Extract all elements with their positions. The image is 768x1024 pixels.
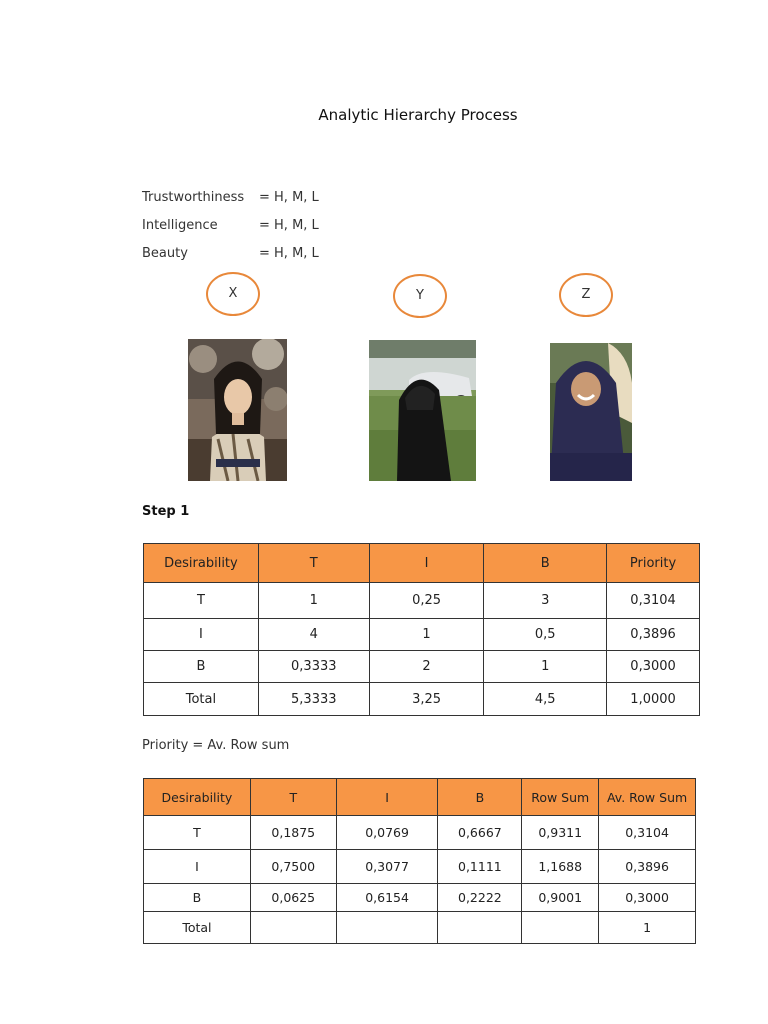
table-cell: 0,6667: [438, 816, 522, 850]
table-cell: 1: [258, 583, 369, 619]
criterion-values: = H, M, L: [259, 218, 319, 233]
pairwise-comparison-table: [143, 543, 700, 716]
header-cell: I: [336, 779, 438, 816]
criterion-values: = H, M, L: [259, 190, 319, 205]
table-cell: 0,0625: [250, 884, 336, 912]
criterion-trustworthiness: [142, 187, 319, 215]
table-cell: 0,1875: [250, 816, 336, 850]
table-cell: 0,3077: [336, 850, 438, 884]
table-cell: 0,3896: [607, 619, 700, 651]
header-cell: B: [438, 779, 522, 816]
table-cell: 0,9311: [522, 816, 599, 850]
photo-y-image: [369, 340, 476, 481]
header-cell: Desirability: [144, 544, 259, 583]
table-cell: 4: [258, 619, 369, 651]
table-cell: Total: [144, 683, 259, 716]
header-cell: Desirability: [144, 779, 251, 816]
table-row: [144, 816, 696, 850]
table-row: [144, 619, 700, 651]
table-row: [144, 884, 696, 912]
header-cell: Priority: [607, 544, 700, 583]
table-cell: 0,6154: [336, 884, 438, 912]
table-cell: 1: [369, 619, 484, 651]
header-cell: B: [484, 544, 607, 583]
table-row: [144, 850, 696, 884]
table-total-row: [144, 912, 696, 944]
criterion-beauty: [142, 243, 319, 271]
table-cell: [250, 912, 336, 944]
table-cell: Total: [144, 912, 251, 944]
table-cell: B: [144, 651, 259, 683]
table-cell: 0,7500: [250, 850, 336, 884]
header-cell: T: [258, 544, 369, 583]
header-cell: Av. Row Sum: [599, 779, 696, 816]
table-cell: 3,25: [369, 683, 484, 716]
criterion-intelligence: [142, 215, 319, 243]
normalized-matrix-table: [143, 778, 696, 944]
table-cell: B: [144, 884, 251, 912]
table-cell: 2: [369, 651, 484, 683]
table-cell: 3: [484, 583, 607, 619]
table-cell: 0,25: [369, 583, 484, 619]
header-cell: I: [369, 544, 484, 583]
table-cell: 0,1111: [438, 850, 522, 884]
table-cell: 0,9001: [522, 884, 599, 912]
criterion-values: = H, M, L: [259, 246, 319, 261]
photo-y: [369, 340, 476, 481]
photo-x: [188, 339, 287, 481]
table-cell: 0,5: [484, 619, 607, 651]
photo-z-image: [550, 343, 632, 481]
criterion-name: Trustworthiness: [142, 190, 245, 205]
table-cell: 0,3104: [599, 816, 696, 850]
table-cell: 0,3000: [599, 884, 696, 912]
table-cell: [438, 912, 522, 944]
table-cell: 0,2222: [438, 884, 522, 912]
table-row: [144, 583, 700, 619]
table-cell: 0,0769: [336, 816, 438, 850]
header-cell: T: [250, 779, 336, 816]
alternative-z-circle: Z: [559, 273, 613, 317]
table-cell: 0,3104: [607, 583, 700, 619]
table-cell: T: [144, 816, 251, 850]
criterion-name: Intelligence: [142, 218, 218, 233]
table-cell: 1,1688: [522, 850, 599, 884]
page-title: Analytic Hierarchy Process: [318, 106, 518, 124]
table-cell: 1: [599, 912, 696, 944]
table-cell: I: [144, 619, 259, 651]
table-total-row: [144, 683, 700, 716]
table-header-row: [144, 544, 700, 583]
table-cell: 0,3333: [258, 651, 369, 683]
photo-x-image: [188, 339, 287, 481]
table-cell: 1: [484, 651, 607, 683]
table-cell: 0,3896: [599, 850, 696, 884]
photo-z: [550, 343, 632, 481]
alternative-x-circle: X: [206, 272, 260, 316]
criterion-name: Beauty: [142, 246, 188, 261]
table-cell: [336, 912, 438, 944]
table-cell: I: [144, 850, 251, 884]
criteria-list: [142, 187, 319, 271]
table-header-row: [144, 779, 696, 816]
table-cell: 1,0000: [607, 683, 700, 716]
alternative-y-circle: Y: [393, 274, 447, 318]
table-cell: [522, 912, 599, 944]
table-cell: 0,3000: [607, 651, 700, 683]
table-row: [144, 651, 700, 683]
table-cell: T: [144, 583, 259, 619]
priority-formula: Priority = Av. Row sum: [142, 738, 290, 753]
step-label: Step 1: [142, 504, 190, 519]
header-cell: Row Sum: [522, 779, 599, 816]
table-cell: 4,5: [484, 683, 607, 716]
table-cell: 5,3333: [258, 683, 369, 716]
